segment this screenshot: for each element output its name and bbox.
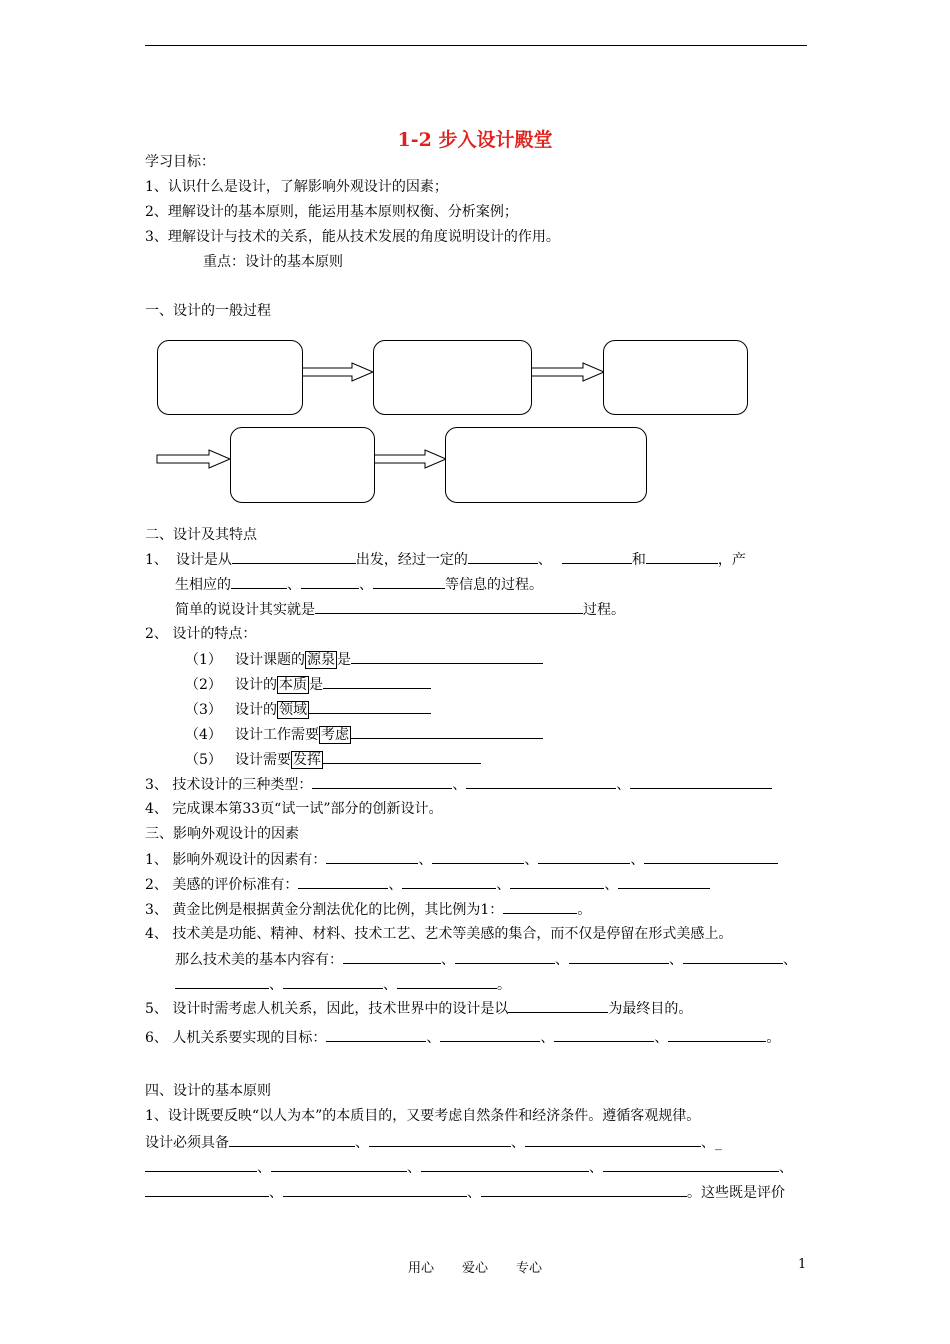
answer-blank[interactable]: [145, 1182, 269, 1197]
answer-blank[interactable]: [323, 749, 481, 764]
answer-blank[interactable]: [466, 774, 616, 789]
principle-paragraph-line4: 、 、 。这些既是评价: [145, 1182, 785, 1203]
answer-blank[interactable]: [618, 874, 710, 889]
question-2-4: 4、 完成课本第33页“试一试”部分的创新设计。: [145, 801, 443, 817]
answer-blank[interactable]: [326, 849, 418, 864]
feature-item: （1） 设计课题的 源泉 是: [185, 649, 543, 670]
answer-blank[interactable]: [440, 1027, 540, 1042]
section2-heading: 二、设计及其特点: [145, 527, 257, 543]
page-title: 1-2 步入设计殿堂: [397, 129, 553, 151]
feature-item: （5） 设计需要 发挥: [185, 749, 481, 770]
answer-blank[interactable]: [145, 1157, 257, 1172]
answer-blank[interactable]: [562, 549, 632, 564]
answer-blank[interactable]: [229, 1132, 355, 1147]
answer-blank[interactable]: [554, 1027, 654, 1042]
answer-blank[interactable]: [231, 574, 287, 589]
page-footer: [0, 1257, 950, 1276]
answer-blank[interactable]: [668, 1027, 766, 1042]
answer-blank[interactable]: [312, 774, 452, 789]
question-number: 1、: [145, 552, 168, 568]
question-3-2: 2、 美感的评价标准有： 、 、 、: [145, 874, 710, 895]
objectives-heading: 学习目标：: [145, 154, 215, 170]
principle-paragraph-line3: 、 、 、 、: [145, 1157, 793, 1178]
page-number: 1: [798, 1257, 807, 1272]
keyword-box: 领域: [279, 702, 307, 718]
keyword-box: 本质: [279, 677, 307, 693]
answer-blank[interactable]: [481, 1182, 687, 1197]
answer-blank[interactable]: [421, 1157, 589, 1172]
answer-blank[interactable]: [343, 949, 441, 964]
question-2-1-line1: 1、 设计是从 出发，经过一定的 、 和 ，产: [145, 549, 746, 570]
answer-blank[interactable]: [503, 899, 577, 914]
keyword-box: 发挥: [293, 752, 321, 768]
answer-blank[interactable]: [283, 974, 383, 989]
answer-blank[interactable]: [351, 649, 543, 664]
answer-blank[interactable]: [309, 699, 431, 714]
answer-blank[interactable]: [603, 1157, 779, 1172]
answer-blank[interactable]: [455, 949, 555, 964]
answer-blank[interactable]: [508, 998, 608, 1013]
answer-blank[interactable]: [683, 949, 783, 964]
process-step-box[interactable]: [157, 340, 303, 415]
feature-item: （3） 设计的 领域: [185, 699, 431, 720]
section3-heading: 三、影响外观设计的因素: [145, 826, 299, 842]
process-step-box[interactable]: [373, 340, 532, 415]
question-3-1: 1、 影响外观设计的因素有： 、 、 、: [145, 849, 778, 870]
arrow-icon: [157, 450, 230, 468]
answer-blank[interactable]: [432, 849, 524, 864]
keyword-box: 源泉: [307, 652, 335, 668]
footer-motto: 专心: [516, 1261, 543, 1276]
answer-blank[interactable]: [298, 874, 388, 889]
answer-blank[interactable]: [323, 674, 431, 689]
process-step-box[interactable]: [603, 340, 748, 415]
answer-blank[interactable]: [402, 874, 496, 889]
answer-blank[interactable]: [646, 549, 718, 564]
objective-item: 1、认识什么是设计，了解影响外观设计的因素；: [145, 179, 448, 195]
key-point: 重点：设计的基本原则: [203, 254, 343, 270]
answer-blank[interactable]: [232, 549, 356, 564]
process-step-box[interactable]: [445, 427, 647, 503]
principle-paragraph-line1: 1、设计既要反映“以人为本”的本质目的，又要考虑自然条件和经济条件。遵循客观规律。: [145, 1108, 701, 1124]
principle-paragraph-line2: 设计必须具备 、 、 、_: [145, 1132, 722, 1153]
answer-blank[interactable]: [373, 574, 445, 589]
answer-blank[interactable]: [569, 949, 669, 964]
question-2-2-heading: 2、 设计的特点：: [145, 626, 257, 642]
answer-blank[interactable]: [271, 1157, 407, 1172]
question-2-3: 3、 技术设计的三种类型： 、 、: [145, 774, 772, 795]
question-3-4-line2: 那么技术美的基本内容有： 、 、 、 、: [175, 949, 797, 970]
question-3-4-line1: 4、 技术美是功能、精神、材料、技术工艺、艺术等美感的集合，而不仅是停留在形式美感上。: [145, 926, 733, 942]
question-2-1-line2: 生相应的 、 、 等信息的过程。: [175, 574, 543, 595]
answer-blank[interactable]: [525, 1132, 701, 1147]
arrow-icon: [302, 363, 373, 381]
answer-blank[interactable]: [326, 1027, 426, 1042]
question-3-5: 5、 设计时需考虑人机关系，因此，技术世界中的设计是以 为最终目的。: [145, 998, 692, 1019]
question-3-6: 6、 人机关系要实现的目标： 、 、 、 。: [145, 1027, 780, 1048]
answer-blank[interactable]: [315, 599, 583, 614]
objective-item: 3、理解设计与技术的关系，能从技术发展的角度说明设计的作用。: [145, 229, 560, 245]
answer-blank[interactable]: [397, 974, 497, 989]
footer-motto: 用心: [407, 1261, 434, 1276]
answer-blank[interactable]: [175, 974, 269, 989]
objective-item: 2、理解设计的基本原则，能运用基本原则权衡、分析案例；: [145, 204, 518, 220]
arrow-icon: [531, 363, 604, 381]
arrow-icon: [373, 450, 446, 468]
feature-item: （4） 设计工作需要 考虑: [185, 724, 543, 745]
question-2-1-line3: 简单的说设计其实就是 过程。: [175, 599, 625, 620]
feature-item: （2） 设计的 本质 是: [185, 674, 431, 695]
section4-heading: 四、设计的基本原则: [145, 1083, 271, 1099]
section1-heading: 一、设计的一般过程: [145, 303, 271, 319]
question-3-3: 3、 黄金比例是根据黄金分割法优化的比例，其比例为1： 。: [145, 899, 591, 920]
keyword-box: 考虑: [321, 727, 349, 743]
answer-blank[interactable]: [630, 774, 772, 789]
answer-blank[interactable]: [351, 724, 543, 739]
answer-blank[interactable]: [538, 849, 630, 864]
footer-motto: 爱心: [461, 1261, 488, 1276]
answer-blank[interactable]: [644, 849, 778, 864]
answer-blank[interactable]: [510, 874, 604, 889]
process-step-box[interactable]: [230, 427, 375, 503]
answer-blank[interactable]: [283, 1182, 467, 1197]
answer-blank[interactable]: [369, 1132, 511, 1147]
question-3-4-line3: 、 、 。: [175, 974, 511, 995]
answer-blank[interactable]: [301, 574, 359, 589]
answer-blank[interactable]: [468, 549, 538, 564]
